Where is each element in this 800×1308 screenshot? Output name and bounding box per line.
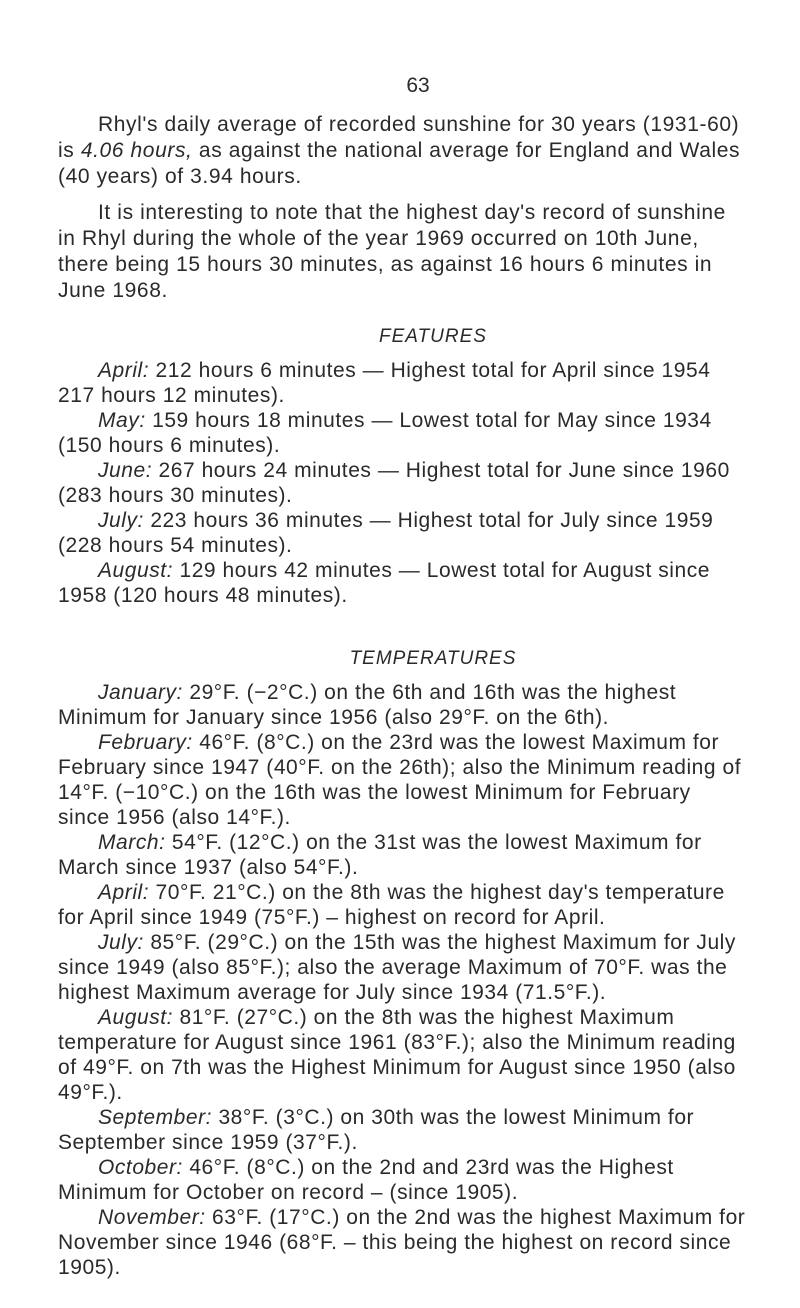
- intro-paragraph: [58, 112, 748, 190]
- temperature-label: August:: [98, 1006, 174, 1029]
- temperature-entry-november: [58, 1205, 748, 1280]
- temperature-text: 85°F. (29°C.) on the 15th was the highest Maximum for July since 1949 (also 85°F.); also the average Maximum of 70°F. was the highest Maximum average for July since 1934 (71.5°F.).: [58, 931, 736, 1004]
- feature-text: 267 hours 24 minutes — Highest total for June since 1960 (283 hours 30 minutes).: [58, 459, 730, 507]
- intro-emphasis: 4.06 hours,: [80, 139, 193, 162]
- feature-entry-april: [58, 358, 748, 408]
- temperature-text: 81°F. (27°C.) on the 8th was the highest Maximum temperature for August since 1961 (83°F.); also the Minimum reading of 49°F. on 7th was the Highest Minimum for August since 1950 (also 49°F.).: [58, 1006, 736, 1104]
- temperature-label: April:: [98, 881, 150, 904]
- temperature-text: 70°F. 21°C.) on the 8th was the highest day's temperature for April since 1949 (75°F.) – highest on record for April.: [58, 881, 725, 929]
- temperature-label: September:: [98, 1106, 213, 1129]
- temperature-entry-april: [58, 880, 748, 930]
- temperature-entry-august: [58, 1005, 748, 1105]
- temperature-text: 46°F. (8°C.) on the 2nd and 23rd was the Highest Minimum for October on record – (since 1905).: [58, 1156, 674, 1204]
- feature-text: 159 hours 18 minutes — Lowest total for May since 1934 (150 hours 6 minutes).: [58, 409, 712, 457]
- document-page: [58, 0, 748, 1280]
- temperatures-heading: TEMPERATURES: [349, 648, 517, 669]
- intro-text-before: Rhyl's daily average of recorded sunshine for 30 years (1931-60) is: [58, 113, 740, 162]
- temperature-text: 54°F. (12°C.) on the 31st was the lowest Maximum for March since 1937 (also 54°F.).: [58, 831, 702, 879]
- feature-label: July:: [98, 509, 144, 532]
- page-number: 63: [406, 74, 430, 97]
- temperature-text: 38°F. (3°C.) on 30th was the lowest Minimum for September since 1959 (37°F.).: [58, 1106, 695, 1154]
- temperature-label: January:: [98, 681, 183, 704]
- feature-label: April:: [98, 359, 150, 382]
- features-list: [58, 358, 748, 608]
- temperature-label: October:: [98, 1156, 183, 1179]
- feature-entry-june: [58, 458, 748, 508]
- temperature-entry-march: [58, 830, 748, 880]
- temperature-text: 63°F. (17°C.) on the 2nd was the highest Maximum for November since 1946 (68°F. – this being the highest on record since 1905).: [58, 1206, 746, 1279]
- temperature-label: July:: [98, 931, 144, 954]
- temperature-entry-september: [58, 1105, 748, 1155]
- temperature-entry-february: [58, 730, 748, 830]
- feature-text: 223 hours 36 minutes — Highest total for July since 1959 (228 hours 54 minutes).: [58, 509, 714, 557]
- temperature-label: November:: [98, 1206, 206, 1229]
- feature-label: August:: [98, 559, 174, 582]
- intro-text-after: as against the national average for England and Wales (40 years) of 3.94 hours.: [58, 139, 741, 188]
- feature-entry-may: [58, 408, 748, 458]
- feature-entry-july: [58, 508, 748, 558]
- temperature-label: February:: [98, 731, 193, 754]
- temperature-entry-january: [58, 680, 748, 730]
- temperature-text: 46°F. (8°C.) on the 23rd was the lowest Maximum for February since 1947 (40°F. on the 26th); also the Minimum reading of 14°F. (−10°C.) on the 16th was the lowest Minimum for February since 1956 (also 14°F.).: [58, 731, 742, 829]
- temperature-label: March:: [98, 831, 166, 854]
- second-paragraph: It is interesting to note that the highest day's record of sunshine in Rhyl during the whole of the year 1969 occurred on 10th June, there being 15 hours 30 minutes, as against 16 hours 6 minutes in June 1968.: [58, 201, 726, 302]
- feature-text: 212 hours 6 minutes — Highest total for April since 1954 217 hours 12 minutes).: [58, 359, 711, 407]
- temperature-text: 29°F. (−2°C.) on the 6th and 16th was the highest Minimum for January since 1956 (also 29°F. on the 6th).: [58, 681, 677, 729]
- temperature-entry-october: [58, 1155, 748, 1205]
- feature-label: June:: [98, 459, 153, 482]
- temperatures-list: [58, 680, 748, 1280]
- feature-entry-august: [58, 558, 748, 608]
- feature-label: May:: [98, 409, 146, 432]
- feature-text: 129 hours 42 minutes — Lowest total for August since 1958 (120 hours 48 minutes).: [58, 559, 711, 607]
- temperature-entry-july: [58, 930, 748, 1005]
- features-heading: FEATURES: [379, 326, 487, 347]
